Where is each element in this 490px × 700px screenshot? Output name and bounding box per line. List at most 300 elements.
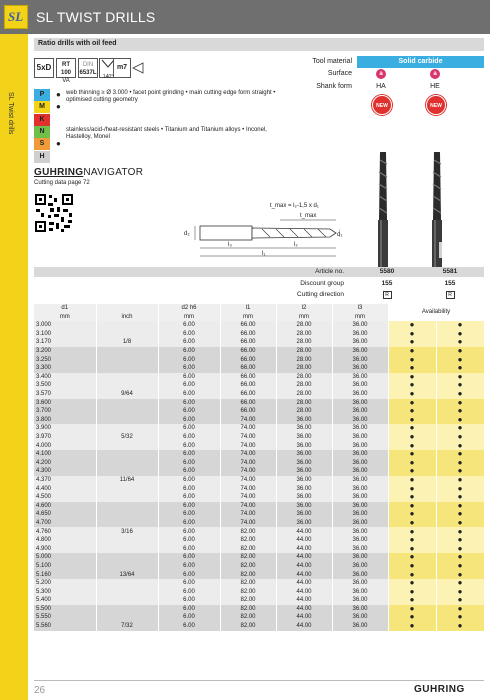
table-cell xyxy=(96,579,158,588)
table-cell: 36.00 xyxy=(332,416,388,425)
table-cell: 3.400 xyxy=(34,373,96,382)
table-cell: 6.00 xyxy=(158,570,220,579)
availability-dot: ● xyxy=(436,510,484,519)
table-cell: 82.00 xyxy=(220,622,276,631)
table-cell: 82.00 xyxy=(220,613,276,622)
table-cell: 44.00 xyxy=(276,570,332,579)
table-cell: 6.00 xyxy=(158,364,220,373)
table-cell: 3.000 xyxy=(34,321,96,330)
table-cell xyxy=(96,424,158,433)
table-cell: 6.00 xyxy=(158,390,220,399)
table-cell: 66.00 xyxy=(220,330,276,339)
availability-dot: ● xyxy=(436,356,484,365)
table-cell: 36.00 xyxy=(276,502,332,511)
availability-dot: ● xyxy=(388,527,436,536)
iso-suitability-dot: ● xyxy=(56,90,61,99)
availability-dot: ● xyxy=(436,622,484,631)
table-cell: 4.600 xyxy=(34,502,96,511)
table-cell: 6.00 xyxy=(158,579,220,588)
table-cell: 28.00 xyxy=(276,330,332,339)
table-cell: 82.00 xyxy=(220,562,276,571)
table-cell: 74.00 xyxy=(220,416,276,425)
cutting-direction-icon: R xyxy=(430,291,470,299)
table-cell xyxy=(96,545,158,554)
table-row xyxy=(34,622,484,631)
table-cell: 3.700 xyxy=(34,407,96,416)
drill-image-he xyxy=(426,150,448,270)
table-row xyxy=(34,596,484,605)
availability-dot: ● xyxy=(388,356,436,365)
table-cell: 3.970 xyxy=(34,433,96,442)
table-row xyxy=(34,338,484,347)
din-symbol: DIN 6537L xyxy=(78,58,98,78)
table-cell: 74.00 xyxy=(220,424,276,433)
shank-form-label: Shank form xyxy=(316,83,352,90)
table-cell: 44.00 xyxy=(276,527,332,536)
table-cell xyxy=(96,407,158,416)
table-cell xyxy=(96,364,158,373)
table-cell: 44.00 xyxy=(276,553,332,562)
table-cell: 66.00 xyxy=(220,381,276,390)
d2-label: d₂ xyxy=(184,231,190,237)
table-row xyxy=(34,536,484,545)
table-cell: 6.00 xyxy=(158,450,220,459)
table-cell: 11/64 xyxy=(96,476,158,485)
table-cell: 3.570 xyxy=(34,390,96,399)
availability-dot: ● xyxy=(436,433,484,442)
table-cell: 6.00 xyxy=(158,493,220,502)
table-cell: 66.00 xyxy=(220,338,276,347)
table-row xyxy=(34,381,484,390)
col-header-d2: d2 h6 xyxy=(158,304,220,313)
availability-dot: ● xyxy=(388,519,436,528)
table-cell xyxy=(96,484,158,493)
discount-group-row: Discount group 155 155 xyxy=(300,280,456,287)
d1-label: d₁ xyxy=(337,232,343,238)
table-cell: 3.500 xyxy=(34,381,96,390)
table-row xyxy=(34,347,484,356)
article-number-row: Article no. 5580 5581 xyxy=(34,267,484,277)
table-cell: 6.00 xyxy=(158,442,220,451)
availability-dot: ● xyxy=(436,364,484,373)
table-cell: 66.00 xyxy=(220,321,276,330)
table-row xyxy=(34,527,484,536)
cutting-data-ref[interactable]: Cutting data page 72 xyxy=(34,180,90,186)
table-cell: 82.00 xyxy=(220,596,276,605)
availability-dot: ● xyxy=(436,588,484,597)
table-cell: 36.00 xyxy=(332,407,388,416)
table-cell: 9/64 xyxy=(96,390,158,399)
footer-brand-logo: GUHRING xyxy=(414,684,465,695)
iso-group-p: P xyxy=(34,89,50,101)
table-cell: 4.650 xyxy=(34,510,96,519)
table-cell: 28.00 xyxy=(276,347,332,356)
table-row xyxy=(34,407,484,416)
availability-dot: ● xyxy=(436,407,484,416)
availability-dot: ● xyxy=(388,536,436,545)
table-cell: 28.00 xyxy=(276,399,332,408)
l1-label: l₁ xyxy=(262,251,266,257)
table-cell: 36.00 xyxy=(332,399,388,408)
table-cell: 36.00 xyxy=(332,450,388,459)
table-row xyxy=(34,502,484,511)
top-bar xyxy=(0,0,490,34)
table-cell: 44.00 xyxy=(276,579,332,588)
table-cell: 82.00 xyxy=(220,579,276,588)
availability-dot: ● xyxy=(388,596,436,605)
table-cell: 5.560 xyxy=(34,622,96,631)
table-cell: 5.400 xyxy=(34,596,96,605)
availability-dot: ● xyxy=(436,330,484,339)
table-cell: 6.00 xyxy=(158,545,220,554)
table-cell: 6.00 xyxy=(158,459,220,468)
unit-cell: mm xyxy=(158,313,220,322)
table-cell: 36.00 xyxy=(276,424,332,433)
availability-dot: ● xyxy=(436,553,484,562)
table-cell: 4.700 xyxy=(34,519,96,528)
table-cell xyxy=(96,459,158,468)
availability-dot: ● xyxy=(388,416,436,425)
availability-dot: ● xyxy=(436,381,484,390)
table-cell: 6.00 xyxy=(158,536,220,545)
table-cell: 3.100 xyxy=(34,330,96,339)
availability-dot: ● xyxy=(436,450,484,459)
table-cell: 28.00 xyxy=(276,321,332,330)
table-cell xyxy=(96,467,158,476)
table-cell: 6.00 xyxy=(158,407,220,416)
table-cell xyxy=(96,519,158,528)
availability-dot: ● xyxy=(436,459,484,468)
table-cell: 3.200 xyxy=(34,347,96,356)
table-cell: 66.00 xyxy=(220,399,276,408)
table-cell xyxy=(96,493,158,502)
iso-group-k: K xyxy=(34,114,50,126)
table-cell: 36.00 xyxy=(332,338,388,347)
availability-dot: ● xyxy=(436,579,484,588)
table-cell: 6.00 xyxy=(158,527,220,536)
surface-label: Surface xyxy=(327,70,352,77)
table-cell: 4.400 xyxy=(34,484,96,493)
unit-cell: mm xyxy=(34,313,96,322)
table-cell: 36.00 xyxy=(276,519,332,528)
table-cell: 6.00 xyxy=(158,596,220,605)
table-cell xyxy=(96,416,158,425)
table-row xyxy=(34,416,484,425)
table-cell: 6.00 xyxy=(158,416,220,425)
table-cell: 28.00 xyxy=(276,390,332,399)
table-cell xyxy=(96,347,158,356)
availability-dot: ● xyxy=(388,424,436,433)
table-row xyxy=(34,459,484,468)
table-cell: 5/32 xyxy=(96,433,158,442)
table-row xyxy=(34,562,484,571)
table-cell: 3.900 xyxy=(34,424,96,433)
table-cell: 82.00 xyxy=(220,570,276,579)
table-cell xyxy=(96,596,158,605)
table-cell: 6.00 xyxy=(158,467,220,476)
availability-dot: ● xyxy=(388,613,436,622)
availability-dot: ● xyxy=(388,493,436,502)
col-header-l1: l1 xyxy=(220,304,276,313)
table-cell: 82.00 xyxy=(220,588,276,597)
cutting-direction-row: Cutting direction R R xyxy=(34,290,484,300)
table-cell: 44.00 xyxy=(276,605,332,614)
table-cell: 82.00 xyxy=(220,553,276,562)
table-cell xyxy=(96,373,158,382)
availability-dot: ● xyxy=(388,545,436,554)
table-row xyxy=(34,399,484,408)
table-cell: 3.800 xyxy=(34,416,96,425)
availability-dot: ● xyxy=(388,570,436,579)
availability-dot: ● xyxy=(388,459,436,468)
table-cell xyxy=(96,502,158,511)
table-cell: 44.00 xyxy=(276,596,332,605)
availability-dot: ● xyxy=(388,330,436,339)
availability-dot: ● xyxy=(436,442,484,451)
table-cell: 36.00 xyxy=(332,484,388,493)
table-row xyxy=(34,570,484,579)
availability-dot: ● xyxy=(388,484,436,493)
table-cell: 36.00 xyxy=(332,527,388,536)
table-cell: 36.00 xyxy=(332,605,388,614)
table-cell: 6.00 xyxy=(158,553,220,562)
table-row xyxy=(34,588,484,597)
section-title: Ratio drills with oil feed xyxy=(38,40,117,47)
iso-suitability-dot: ● xyxy=(56,102,61,112)
table-cell: 74.00 xyxy=(220,502,276,511)
iso-group-s: S xyxy=(34,138,50,150)
table-cell: 5.300 xyxy=(34,588,96,597)
table-cell xyxy=(96,588,158,597)
table-cell: 82.00 xyxy=(220,545,276,554)
table-cell xyxy=(96,321,158,330)
availability-dot: ● xyxy=(436,338,484,347)
table-cell: 28.00 xyxy=(276,338,332,347)
section-header xyxy=(34,38,484,51)
table-cell: 3.600 xyxy=(34,399,96,408)
table-row xyxy=(34,510,484,519)
navigator-brand: GUHRINGNAVIGATOR xyxy=(34,167,144,178)
table-cell: 74.00 xyxy=(220,459,276,468)
table-row xyxy=(34,364,484,373)
unit-cell: mm xyxy=(220,313,276,322)
table-cell: 74.00 xyxy=(220,476,276,485)
l3-label: l₃ xyxy=(228,242,232,248)
table-cell: 36.00 xyxy=(276,476,332,485)
table-cell: 36.00 xyxy=(332,570,388,579)
table-cell: 6.00 xyxy=(158,373,220,382)
table-cell xyxy=(96,330,158,339)
table-cell: 6.00 xyxy=(158,399,220,408)
unit-cell: mm xyxy=(276,313,332,322)
table-cell: 74.00 xyxy=(220,433,276,442)
availability-dot: ● xyxy=(436,536,484,545)
surface-icon: a xyxy=(430,69,440,79)
table-cell: 28.00 xyxy=(276,364,332,373)
table-cell: 36.00 xyxy=(332,381,388,390)
tool-material-label: Tool material xyxy=(312,58,352,65)
table-cell: 66.00 xyxy=(220,364,276,373)
availability-dot: ● xyxy=(388,399,436,408)
table-cell: 28.00 xyxy=(276,381,332,390)
unit-cell: mm xyxy=(332,313,388,322)
table-cell: 6.00 xyxy=(158,510,220,519)
table-row xyxy=(34,553,484,562)
iso-group-n: N xyxy=(34,126,50,138)
table-cell: 5.160 xyxy=(34,570,96,579)
table-row xyxy=(34,519,484,528)
availability-dot: ● xyxy=(388,338,436,347)
surface-icon: a xyxy=(376,69,386,79)
shank-form-value: HE xyxy=(430,83,440,90)
table-row xyxy=(34,321,484,330)
table-cell: 6.00 xyxy=(158,338,220,347)
tool-material-value: Solid carbide xyxy=(357,56,484,68)
availability-dot: ● xyxy=(436,570,484,579)
availability-dot: ● xyxy=(436,613,484,622)
table-cell: 6.00 xyxy=(158,502,220,511)
table-cell: 36.00 xyxy=(332,502,388,511)
availability-dot: ● xyxy=(388,510,436,519)
table-cell: 6.00 xyxy=(158,356,220,365)
sidebar-tab xyxy=(0,34,28,700)
table-cell xyxy=(96,553,158,562)
table-cell: 44.00 xyxy=(276,536,332,545)
table-cell: 74.00 xyxy=(220,510,276,519)
table-cell: 4.500 xyxy=(34,493,96,502)
availability-dot: ● xyxy=(388,579,436,588)
table-cell: 4.900 xyxy=(34,545,96,554)
availability-dot: ● xyxy=(388,364,436,373)
table-cell: 3.250 xyxy=(34,356,96,365)
table-cell: 3.300 xyxy=(34,364,96,373)
col-header-inch xyxy=(96,304,158,313)
availability-dot: ● xyxy=(388,588,436,597)
new-badge: NEW xyxy=(372,95,392,115)
qr-code-icon[interactable] xyxy=(34,193,74,233)
table-row xyxy=(34,373,484,382)
table-cell: 36.00 xyxy=(332,424,388,433)
iso-group-description: web thinning ≥ Ø 3.000 • facet point grinding • main cutting edge form straight • optimised cutting geometry xyxy=(66,90,276,103)
table-cell: 6.00 xyxy=(158,381,220,390)
table-row xyxy=(34,545,484,554)
table-cell: 36.00 xyxy=(332,364,388,373)
table-cell: 4.200 xyxy=(34,459,96,468)
drill-image-ha xyxy=(372,150,394,270)
iso-group-m: M xyxy=(34,101,50,113)
table-cell: 36.00 xyxy=(332,390,388,399)
availability-dot: ● xyxy=(436,502,484,511)
unit-cell: inch xyxy=(96,313,158,322)
table-cell: 5.500 xyxy=(34,605,96,614)
table-cell: 5.550 xyxy=(34,613,96,622)
table-cell: 4.300 xyxy=(34,467,96,476)
table-cell: 4.100 xyxy=(34,450,96,459)
table-cell: 5.200 xyxy=(34,579,96,588)
oil-feed-icon xyxy=(132,62,146,74)
table-cell: 6.00 xyxy=(158,484,220,493)
table-cell: 4.370 xyxy=(34,476,96,485)
sl-logo: SL xyxy=(4,5,28,29)
availability-dot: ● xyxy=(436,347,484,356)
availability-dot: ● xyxy=(436,321,484,330)
point-angle-symbol: 140° xyxy=(99,58,117,78)
col-header-l3: l3 xyxy=(332,304,388,313)
table-cell: 36.00 xyxy=(332,519,388,528)
table-cell: 36.00 xyxy=(332,347,388,356)
coating-symbol: RT 100 VA xyxy=(56,58,76,78)
table-cell: 36.00 xyxy=(276,467,332,476)
availability-dot: ● xyxy=(388,373,436,382)
availability-dot: ● xyxy=(436,373,484,382)
table-cell: 36.00 xyxy=(332,356,388,365)
cutting-direction-icon: R xyxy=(367,291,407,299)
table-cell xyxy=(96,399,158,408)
table-cell: 36.00 xyxy=(332,545,388,554)
availability-dot: ● xyxy=(436,527,484,536)
page-number: 26 xyxy=(34,685,46,696)
availability-dot: ● xyxy=(436,390,484,399)
table-row xyxy=(34,467,484,476)
table-cell: 44.00 xyxy=(276,622,332,631)
table-cell: 36.00 xyxy=(332,588,388,597)
page-title: SL TWIST DRILLS xyxy=(36,9,156,25)
table-cell: 36.00 xyxy=(332,459,388,468)
table-cell: 36.00 xyxy=(332,579,388,588)
table-cell xyxy=(96,450,158,459)
table-cell: 6.00 xyxy=(158,347,220,356)
availability-dot: ● xyxy=(388,433,436,442)
table-cell xyxy=(96,536,158,545)
availability-dot: ● xyxy=(388,450,436,459)
table-cell: 36.00 xyxy=(276,493,332,502)
table-cell: 6.00 xyxy=(158,613,220,622)
table-cell: 6.00 xyxy=(158,424,220,433)
dimension-table xyxy=(34,304,485,631)
table-cell: 36.00 xyxy=(332,321,388,330)
new-badge: NEW xyxy=(426,95,446,115)
table-cell: 5.000 xyxy=(34,553,96,562)
table-cell: 36.00 xyxy=(276,442,332,451)
tmax-formula: t_max = l₂-1,5 x d₁ xyxy=(270,203,319,209)
availability-dot: ● xyxy=(388,553,436,562)
table-cell: 6.00 xyxy=(158,588,220,597)
table-row xyxy=(34,484,484,493)
table-cell: 36.00 xyxy=(276,416,332,425)
table-cell: 36.00 xyxy=(332,330,388,339)
table-cell: 36.00 xyxy=(276,484,332,493)
availability-dot: ● xyxy=(388,502,436,511)
table-cell xyxy=(96,605,158,614)
sidebar-label: SL Twist drills xyxy=(7,92,14,135)
table-cell: 36.00 xyxy=(332,493,388,502)
table-cell: 6.00 xyxy=(158,433,220,442)
availability-dot: ● xyxy=(436,605,484,614)
table-row xyxy=(34,579,484,588)
table-cell: 36.00 xyxy=(276,433,332,442)
table-row xyxy=(34,476,484,485)
col-header-d1: d1 xyxy=(34,304,96,313)
table-cell: 28.00 xyxy=(276,356,332,365)
availability-dot: ● xyxy=(436,493,484,502)
iso-group-description: stainless/acid-/heat-resistant steels • Titanium and Titanium alloys • Inconel, Hastelloy, Monel xyxy=(66,126,267,140)
col-header-l2: l2 xyxy=(276,304,332,313)
table-cell: 36.00 xyxy=(332,622,388,631)
table-cell: 36.00 xyxy=(276,459,332,468)
table-cell: 36.00 xyxy=(332,536,388,545)
table-row xyxy=(34,605,484,614)
table-row xyxy=(34,433,484,442)
